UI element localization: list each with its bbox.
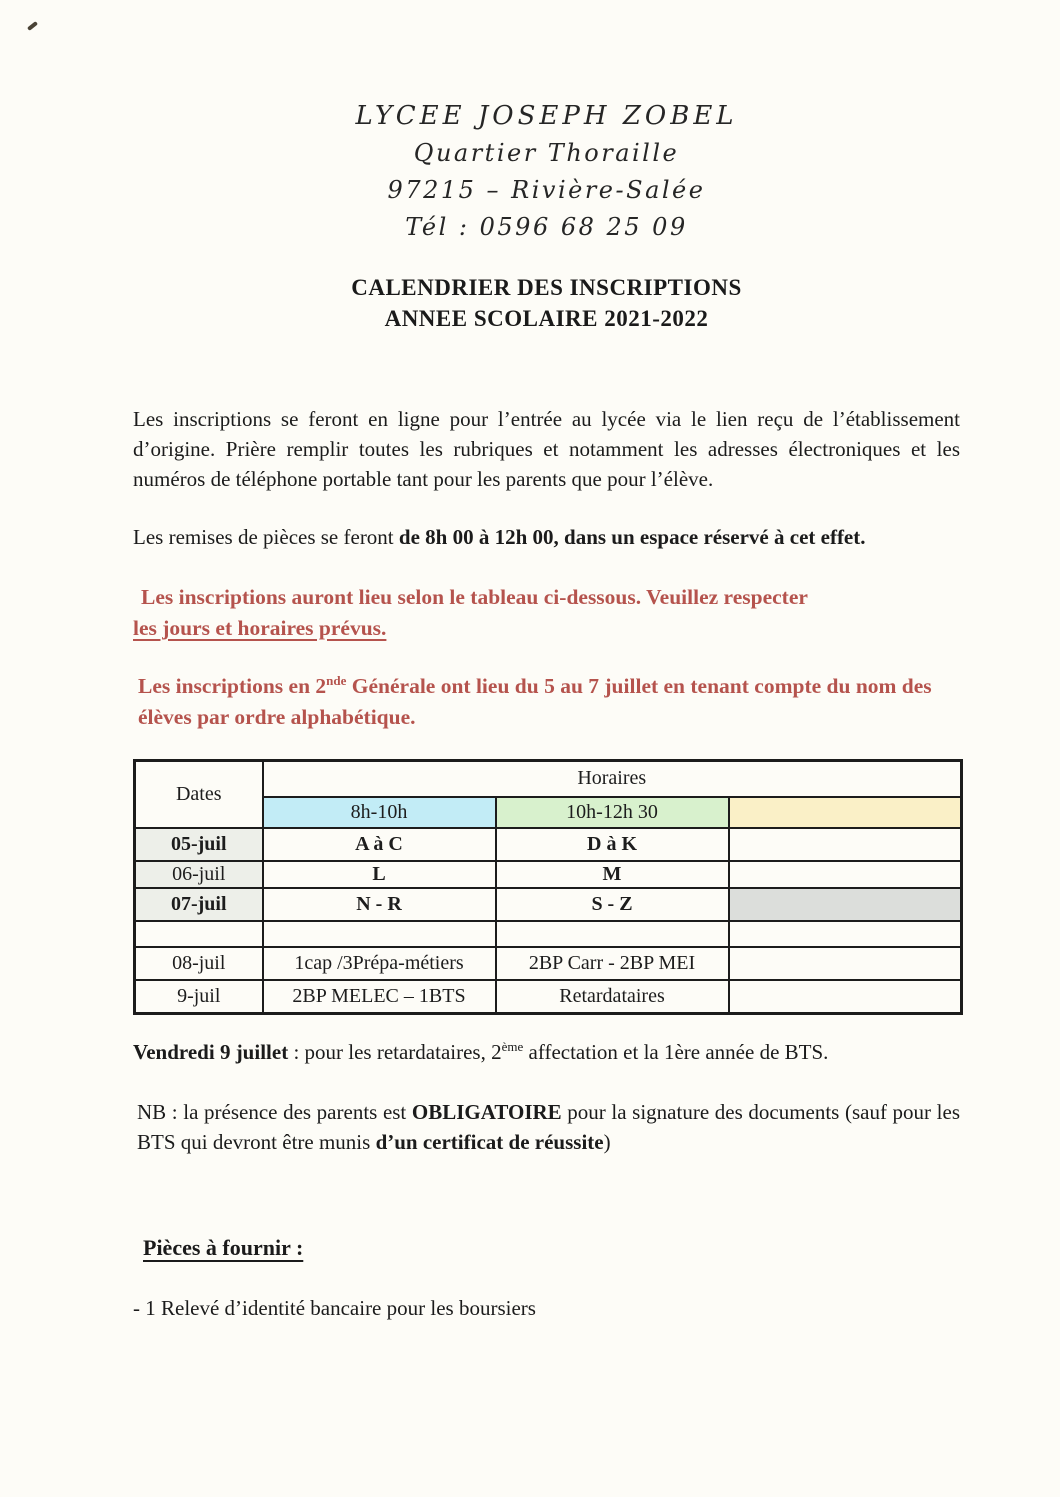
table-row-06-juil xyxy=(135,861,962,888)
school-address-line1: Quartier Thoraille xyxy=(413,139,680,167)
school-phone: Tél : 0596 68 25 09 xyxy=(405,213,688,241)
pen-mark-icon xyxy=(27,21,38,31)
paragraph-online-registration: Les inscriptions se feront en ligne pour l’entrée au lycée via le lien reçu de l’établissement d’origine. Prière remplir toutes les rubriques et notamment les adresses électroniques et les numéros de téléphone portable tant pour les parents que pour l’élève. xyxy=(133,407,960,491)
red2-superscript: nde xyxy=(326,672,347,688)
vendredi-superscript: ème xyxy=(501,1039,524,1054)
vendredi-text-end: affectation et la 1ère année de BTS. xyxy=(523,1040,829,1064)
pieces-a-fournir-heading: Pièces à fournir : xyxy=(143,1235,304,1260)
table-cell-slot2 xyxy=(496,921,729,947)
table-header-slot3-empty xyxy=(729,797,962,828)
table-cell-slot2: Retardataires xyxy=(496,980,729,1014)
table-cell-date: 06-juil xyxy=(135,861,263,888)
pieces-list-item: - 1 Relevé d’identité bancaire pour les boursiers xyxy=(133,1296,536,1320)
table-cell-slot2: 2BP Carr - 2BP MEI xyxy=(496,947,729,980)
table-header-row-horaires xyxy=(135,761,962,797)
red2-text-start: Les inscriptions en 2 xyxy=(138,674,327,698)
nb-bold-obligatoire: OBLIGATOIRE xyxy=(411,1100,562,1124)
red1-underlined-text: les jours et horaires prévus. xyxy=(133,616,387,640)
table-cell-slot3 xyxy=(729,828,962,861)
table-row-9-juil xyxy=(135,980,962,1014)
table-cell-slot3 xyxy=(729,861,962,888)
school-address-line2: 97215 – Rivière-Salée xyxy=(387,176,706,204)
letterhead xyxy=(133,98,960,246)
table-cell-date: 07-juil xyxy=(135,888,263,921)
table-cell-slot1: N - R xyxy=(263,888,496,921)
table-corner-dates: Dates xyxy=(135,761,263,828)
table-row-05-juil xyxy=(135,828,962,861)
document-title-line2: ANNEE SCOLAIRE 2021-2022 xyxy=(384,306,709,331)
table-row-empty xyxy=(135,921,962,947)
nb-bold-certificat: d’un certificat de réussite xyxy=(375,1130,604,1154)
paragraph-document-handover xyxy=(133,522,960,552)
table-row-08-juil xyxy=(135,947,962,980)
paragraph-seconde-generale xyxy=(133,671,960,733)
table-cell-slot3 xyxy=(729,888,962,921)
table-cell-date: 08-juil xyxy=(135,947,263,980)
document-title xyxy=(133,272,960,334)
table-cell-slot1: L xyxy=(263,861,496,888)
paragraph-schedule-notice xyxy=(133,582,960,644)
remises-text-bold: de 8h 00 à 12h 00, dans un espace réservé à cet effet. xyxy=(398,525,866,549)
document-title-line1: CALENDRIER DES INSCRIPTIONS xyxy=(351,275,742,300)
red1-text: Les inscriptions auront lieu selon le tableau ci-dessous. Veuillez respecter xyxy=(141,585,808,609)
table-cell-slot1 xyxy=(263,921,496,947)
table-header-slot1: 8h-10h xyxy=(263,797,496,828)
nb-text-middle: pour la signature des documents (sauf pour les BTS qui devront être munis xyxy=(137,1100,960,1154)
table-cell-slot2: D à K xyxy=(496,828,729,861)
table-cell-slot3 xyxy=(729,921,962,947)
table-cell-slot1: 1cap /3Prépa-métiers xyxy=(263,947,496,980)
table-header-horaires: Horaires xyxy=(263,761,962,797)
table-cell-slot1: A à C xyxy=(263,828,496,861)
table-cell-slot1: 2BP MELEC – 1BTS xyxy=(263,980,496,1014)
table-cell-slot3 xyxy=(729,980,962,1014)
table-cell-slot3 xyxy=(729,947,962,980)
remises-text-normal: Les remises de pièces se feront xyxy=(133,525,399,549)
table-cell-date: 9-juil xyxy=(135,980,263,1014)
table-cell-slot2: M xyxy=(496,861,729,888)
paragraph-vendredi-9-juillet xyxy=(133,1037,960,1067)
vendredi-bold: Vendredi 9 juillet xyxy=(133,1040,289,1064)
vendredi-text: : pour les retardataires, 2 xyxy=(288,1040,502,1064)
table-cell-date: 05-juil xyxy=(135,828,263,861)
nb-text-end: ) xyxy=(603,1130,611,1154)
paragraph-nb-obligatoire xyxy=(133,1097,960,1157)
red2-text-end: Générale ont lieu du 5 au 7 juillet en tenant compte du nom des élèves par ordre alphabétique. xyxy=(138,674,932,729)
table-cell-date xyxy=(135,921,263,947)
registration-schedule-table xyxy=(133,759,963,1015)
school-name: LYCEE JOSEPH ZOBEL xyxy=(355,101,738,131)
table-cell-slot2: S - Z xyxy=(496,888,729,921)
table-header-slot2: 10h-12h 30 xyxy=(496,797,729,828)
table-row-07-juil xyxy=(135,888,962,921)
nb-text-start: NB : la présence des parents est xyxy=(137,1100,412,1124)
